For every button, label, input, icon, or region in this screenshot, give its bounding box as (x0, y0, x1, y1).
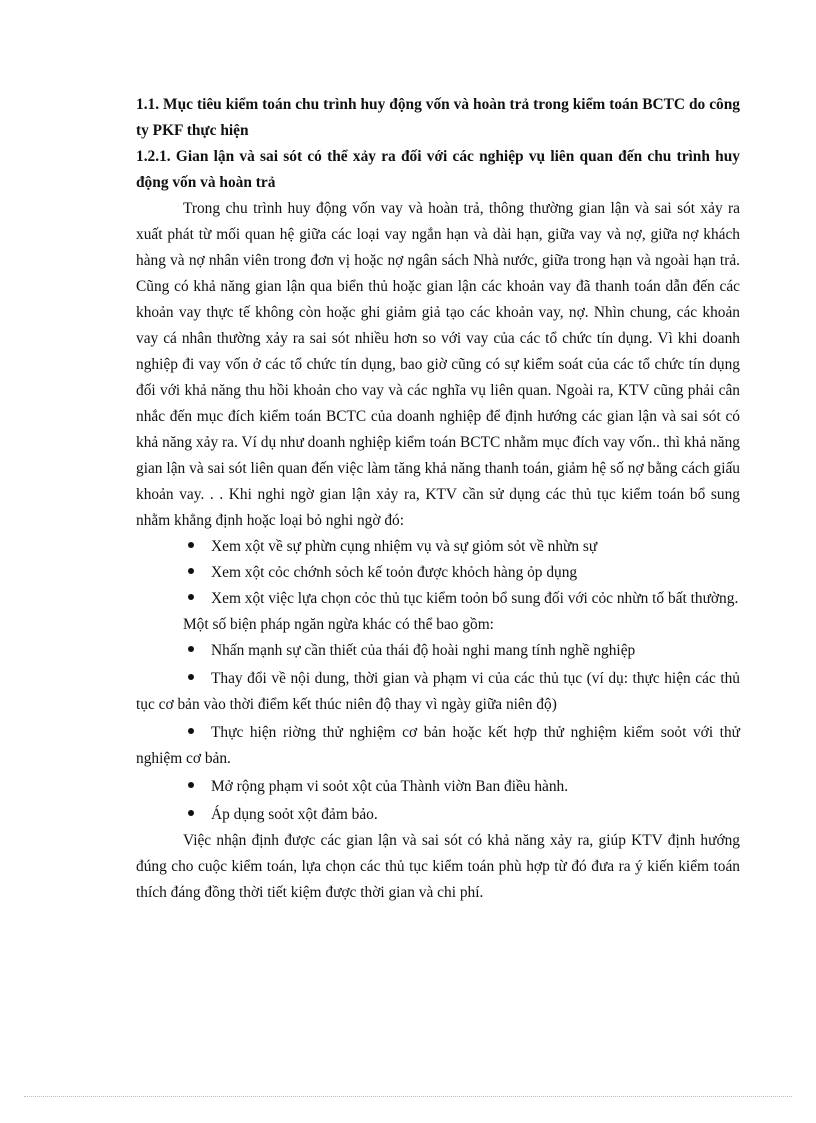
bullet-dot-icon (188, 728, 194, 734)
section-heading-1-1: 1.1. Mục tiêu kiểm toán chu trình huy động vốn và hoàn trả trong kiểm toán BCTC do công ty PKF thực hiện (136, 96, 740, 139)
list-item (136, 534, 740, 560)
bullet-dot-icon (188, 594, 194, 600)
bullet-dot-icon (188, 810, 194, 816)
list-item (136, 560, 740, 586)
list-item-text: Xem xột việc lựa chọn cỏc thủ tục kiểm toỏn bổ sung đối với cỏc nhừn tố bất thường. (211, 590, 739, 607)
list-item-text: Xem xột cỏc chớnh sỏch kế toỏn được khỏch hàng ỏp dụng (211, 564, 578, 581)
list-item (136, 586, 740, 612)
list-item-text: Thay đổi về nội dung, thời gian và phạm vi của các thủ tục (ví dụ: thực hiện các thủ tục cơ bản vào thời điểm kết thúc niên độ thay vì ngày giữa niên độ) (136, 670, 740, 713)
bullet-list-2 (136, 638, 740, 828)
list-item (136, 664, 740, 718)
list-item-text: Mở rộng phạm vi soỏt xột của Thành viờn Ban điều hành. (211, 778, 569, 795)
list-item (136, 800, 740, 828)
bullet-dot-icon (188, 646, 194, 652)
list-item-text: Thực hiện riờng thử nghiệm cơ bản hoặc kết hợp thử nghiệm kiểm soỏt với thử nghiệm cơ bản. (136, 724, 740, 767)
list-item-text: Áp dụng soỏt xột đảm bảo. (211, 806, 378, 823)
list-item-text: Nhấn mạnh sự cần thiết của thái độ hoài nghi mang tính nghề nghiệp (211, 642, 636, 659)
body-paragraph-1: Trong chu trình huy động vốn vay và hoàn trả, thông thường gian lận và sai sót xảy ra xuất phát từ mối quan hệ giữa các loại vay ngắn hạn và dài hạn, giữa vay và nợ, giữa nợ khách hàng và nợ nhân viên trong đơn vị hoặc nợ ngân sách Nhà nước, giữa trong hạn và ngoài hạn trả. Cũng có khả năng gian lận qua biển thủ hoặc gian lận các khoản vay đã thanh toán dẫn đến các khoản vay thực tế không còn hoặc ghi giảm giả tạo các khoản vay, nợ. Nhìn chung, các khoản vay cá nhân thường xảy ra sai sót nhiều hơn so với vay của các tổ chức tín dụng. Vì khi doanh nghiệp đi vay vốn ở các tổ chức tín dụng, bao giờ cũng có sự kiểm soát của các tổ chức tín dụng đối với khả năng thu hồi khoản cho vay và các nghĩa vụ liên quan. Ngoài ra, KTV cũng phải cân nhắc đến mục đích kiểm toán BCTC của doanh nghiệp để định hướng các gian lận và sai sót có khả năng xảy ra. Ví dụ như doanh nghiệp kiểm toán BCTC nhằm mục đích vay vốn.. thì khả năng gian lận và sai sót liên quan đến việc làm tăng khả năng thanh toán, giảm hệ số nợ bằng cách giấu khoản vay. . . Khi nghi ngờ gian lận xảy ra, KTV cần sử dụng các thủ tục kiểm toán bổ sung nhằm khẳng định hoặc loại bỏ nghi ngờ đó: (136, 200, 740, 529)
document-page (136, 92, 740, 906)
bullet-dot-icon (188, 568, 194, 574)
section-heading-1-2-1: 1.2.1. Gian lận và sai sót có thể xảy ra đối với các nghiệp vụ liên quan đến chu trình huy động vốn và hoàn trả (136, 148, 740, 191)
list-item (136, 772, 740, 800)
body-paragraph-3: Việc nhận định được các gian lận và sai sót có khả năng xảy ra, giúp KTV định hướng đúng cho cuộc kiểm toán, lựa chọn các thủ tục kiểm toán phù hợp từ đó đưa ra ý kiến kiểm toán thích đáng đồng thời tiết kiệm được thời gian và chi phí. (136, 832, 740, 901)
list-item (136, 718, 740, 772)
page-bottom-divider (24, 1096, 792, 1097)
list-item (136, 638, 740, 664)
bullet-list-1 (136, 534, 740, 612)
bullet-dot-icon (188, 782, 194, 788)
bullet-dot-icon (188, 674, 194, 680)
list-item-text: Xem xột về sự phừn cụng nhiệm vụ và sự giỏm sỏt về nhừn sự (211, 538, 598, 555)
bullet-dot-icon (188, 542, 194, 548)
body-paragraph-2: Một số biện pháp ngăn ngừa khác có thể bao gồm: (183, 616, 494, 633)
